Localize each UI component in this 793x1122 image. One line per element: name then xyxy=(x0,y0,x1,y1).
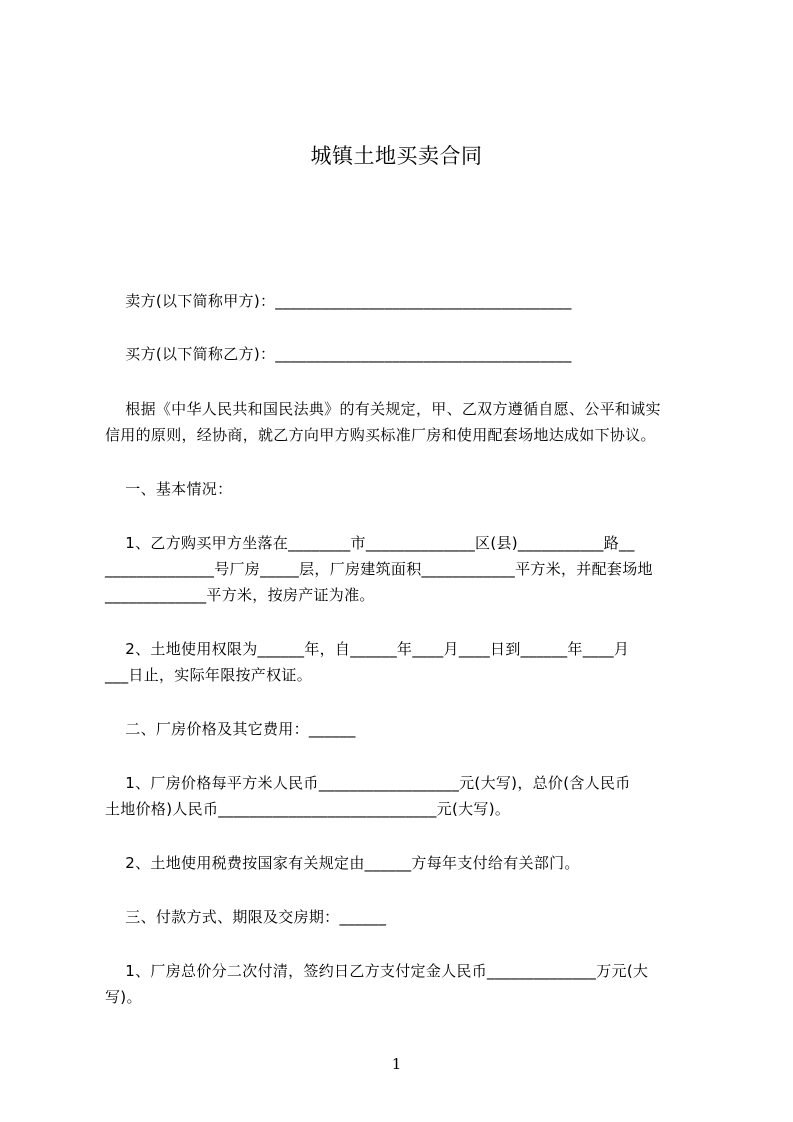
clause-1-2-line-2: ___日止，实际年限按产权证。 xyxy=(105,666,313,684)
preamble-line-2: 信用的原则，经协商，就乙方向甲方购买标准厂房和使用配套场地达成如下协议。 xyxy=(105,426,656,444)
clause-1-2-line-1: 2、土地使用权限为______年，自______年____月____日到______年____月 xyxy=(105,640,630,658)
section-2-heading: 二、厂房价格及其它费用：______ xyxy=(105,720,356,738)
buyer-line: 买方(以下简称乙方)：______________________________________ xyxy=(105,345,572,363)
section-1-heading: 一、基本情况： xyxy=(105,480,233,498)
section-3-heading: 三、付款方式、期限及交房期：______ xyxy=(105,908,387,926)
clause-2-1-line-2: 土地价格)人民币____________________________元(大写)。 xyxy=(105,800,511,818)
clause-1-1-line-1: 1、乙方购买甲方坐落在________市______________区(县)___________路__ xyxy=(105,534,635,552)
clause-3-1-line-2: 写)。 xyxy=(105,988,142,1006)
document-title: 城镇土地买卖合同 xyxy=(310,144,483,168)
page-number: 1 xyxy=(391,1055,402,1073)
clause-2-1-line-1: 1、厂房价格每平方米人民币__________________元(大写)，总价(含人民币 xyxy=(105,774,631,792)
clause-2-2-line: 2、土地使用税费按国家有关规定由______方每年支付给有关部门。 xyxy=(105,854,580,872)
seller-line: 卖方(以下简称甲方)：______________________________________ xyxy=(105,292,572,310)
preamble-line-1: 根据《中华人民共和国民法典》的有关规定，甲、乙双方遵循自愿、公平和诚实 xyxy=(105,400,661,418)
clause-1-1-line-3: _____________平方米，按房产证为准。 xyxy=(105,586,375,604)
clause-1-1-line-2: ______________号厂房_____层，厂房建筑面积____________平方米，并配套场地 xyxy=(105,560,653,578)
clause-3-1-line-1: 1、厂房总价分二次付清，签约日乙方支付定金人民币______________万元(大 xyxy=(105,962,649,980)
